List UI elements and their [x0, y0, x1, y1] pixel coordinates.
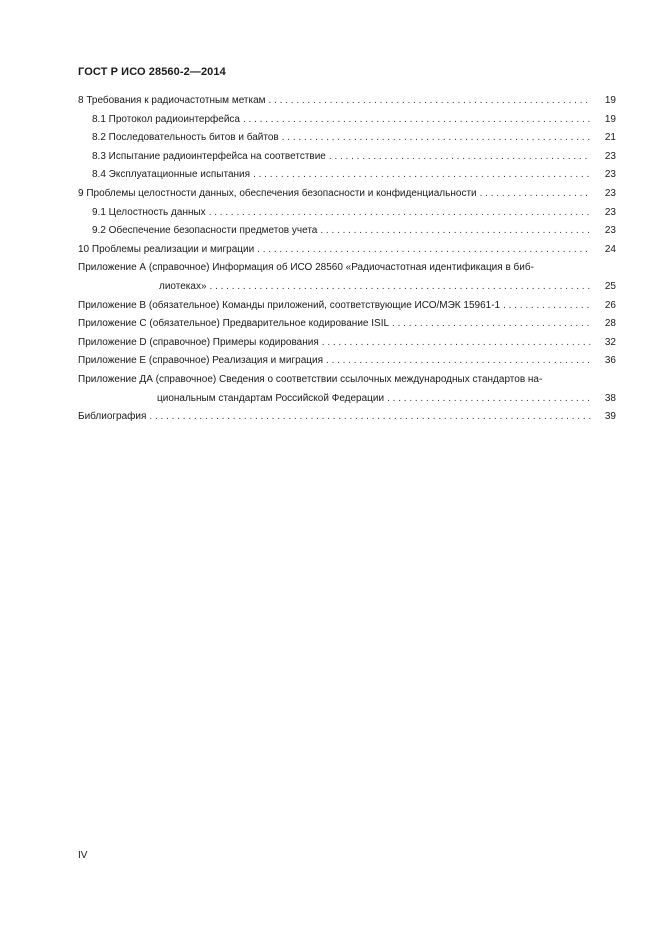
toc-entry-8[interactable]: [78, 92, 616, 111]
toc-entry-appendix-a[interactable]: [78, 259, 616, 278]
toc-leader-dots: [480, 185, 591, 204]
toc-entry-label: 10 Проблемы реализации и миграции: [78, 243, 255, 255]
toc-page-number: 24: [604, 243, 616, 255]
toc-page-number: 39: [604, 411, 616, 423]
toc-page-number: 23: [604, 206, 616, 218]
toc-entry-8-3[interactable]: [78, 148, 616, 167]
toc-page-number: 19: [604, 113, 616, 125]
toc-entry-label: Приложение А (справочное) Информация об ИСО 28560 «Радиочастотная идентификация в биб-: [78, 262, 534, 274]
toc-page-number: 25: [604, 280, 616, 292]
toc-leader-dots: [329, 148, 591, 167]
table-of-contents: [78, 92, 616, 427]
toc-leader-dots: [243, 111, 591, 130]
toc-entry-appendix-c[interactable]: [78, 315, 616, 334]
toc-leader-dots: [257, 241, 591, 260]
page-number: IV: [78, 850, 88, 861]
toc-page-number: 32: [604, 336, 616, 348]
toc-entry-label: лиотеках»: [159, 280, 207, 292]
toc-page-number: 38: [604, 392, 616, 404]
toc-leader-dots: [149, 408, 591, 427]
toc-entry-9-1[interactable]: [78, 204, 616, 223]
toc-entry-label: 8.4 Эксплуатационные испытания: [92, 169, 251, 181]
toc-entry-appendix-d[interactable]: [78, 334, 616, 353]
toc-entry-10[interactable]: [78, 241, 616, 260]
toc-leader-dots: [503, 297, 591, 316]
toc-entry-label: 9.2 Обеспечение безопасности предметов учета: [92, 225, 318, 237]
toc-page-number: 26: [604, 299, 616, 311]
toc-leader-dots: [392, 315, 591, 334]
toc-leader-dots: [269, 92, 591, 111]
toc-leader-dots: [209, 204, 591, 223]
toc-page-number: 23: [604, 187, 616, 199]
toc-entry-label: 9.1 Целостность данных: [92, 206, 206, 218]
toc-leader-dots: [320, 222, 591, 241]
toc-entry-label: Приложение С (обязательное) Предварительное кодирование ISIL: [78, 318, 390, 330]
toc-leader-dots: [282, 129, 591, 148]
toc-entry-label: 8.3 Испытание радиоинтерфейса на соответствие: [92, 150, 326, 162]
toc-leader-dots: [322, 334, 591, 353]
toc-leader-dots: [253, 166, 591, 185]
toc-entry-8-2[interactable]: [78, 129, 616, 148]
toc-entry-label: 8.1 Протокол радиоинтерфейса: [92, 113, 240, 125]
toc-entry-appendix-e[interactable]: [78, 352, 616, 371]
toc-page-number: 21: [604, 132, 616, 144]
toc-entry-label: Приложение В (обязательное) Команды приложений, соответствующие ИСО/МЭК 15961-1: [78, 299, 501, 311]
toc-page-number: 23: [604, 150, 616, 162]
toc-entry-label: Приложение ДА (справочное) Сведения о соответствии ссылочных международных стандартов на-: [78, 373, 543, 385]
toc-entry-9-2[interactable]: [78, 222, 616, 241]
toc-entry-label: Приложение D (справочное) Примеры кодирования: [78, 336, 319, 348]
toc-page-number: 19: [604, 95, 616, 106]
toc-entry-9[interactable]: [78, 185, 616, 204]
toc-page-number: 28: [604, 318, 616, 330]
toc-entry-8-4[interactable]: [78, 166, 616, 185]
toc-entry-appendix-da[interactable]: [78, 371, 616, 390]
toc-entry-appendix-b[interactable]: [78, 297, 616, 316]
toc-entry-label: Библиография: [78, 411, 147, 423]
toc-entry-appendix-da-continued[interactable]: [78, 390, 616, 409]
toc-leader-dots: [326, 352, 591, 371]
toc-leader-dots: [387, 390, 591, 409]
toc-page-number: 36: [604, 355, 616, 367]
toc-leader-dots: [210, 278, 591, 297]
toc-entry-label: Приложение Е (справочное) Реализация и миграция: [78, 355, 324, 367]
toc-entry-label: 9 Проблемы целостности данных, обеспечения безопасности и конфиденциальности: [78, 187, 477, 199]
toc-entry-label: 8.2 Последовательность битов и байтов: [92, 132, 279, 144]
toc-entry-label: циональным стандартам Российской Федерации: [157, 392, 385, 404]
toc-page-number: 23: [604, 169, 616, 181]
toc-entry-appendix-a-continued[interactable]: [78, 278, 616, 297]
toc-entry-bibliography[interactable]: [78, 408, 616, 427]
document-header: ГОСТ Р ИСО 28560-2—2014: [78, 66, 226, 78]
toc-entry-8-1[interactable]: [78, 111, 616, 130]
toc-entry-label: 8 Требования к радиочастотным меткам: [78, 95, 266, 106]
toc-page-number: 23: [604, 225, 616, 237]
